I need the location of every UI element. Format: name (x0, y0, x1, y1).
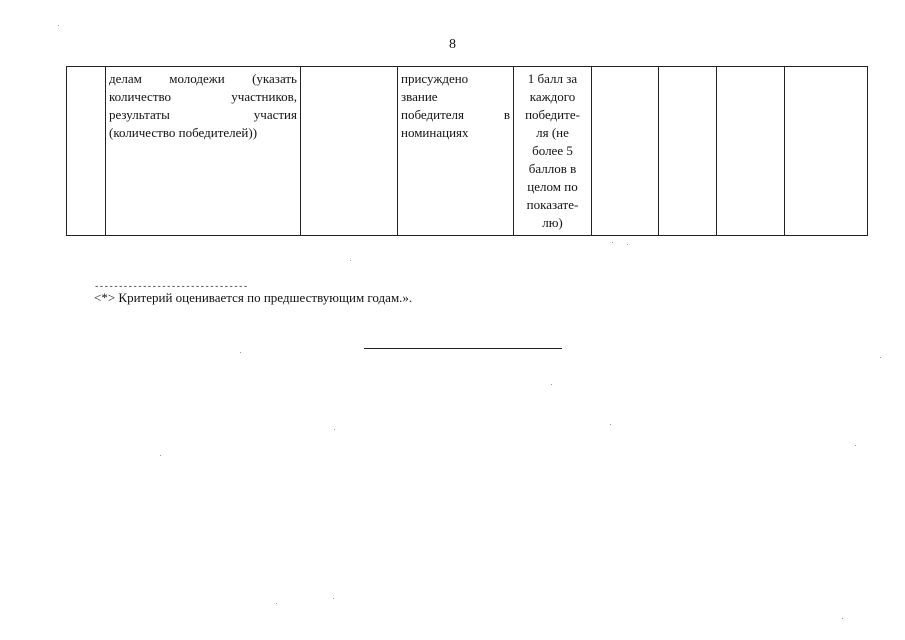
score-line: победите- (525, 107, 580, 122)
footnote-text: <*> Критерий оценивается по предшествующим годам.». (94, 290, 413, 305)
scan-speck (610, 424, 611, 425)
empty-cell (659, 67, 717, 236)
scan-speck (842, 618, 843, 619)
scan-speck (58, 25, 59, 26)
empty-cell (717, 67, 785, 236)
condition-line: звание (401, 89, 438, 104)
scan-speck (855, 445, 856, 446)
score-cell (514, 67, 592, 236)
score-line: каждого (529, 89, 576, 104)
page-number: 8 (449, 37, 456, 52)
number-cell (67, 67, 106, 236)
footnote-separator: -------------------------------- (94, 282, 248, 292)
condition-text (401, 70, 510, 142)
closing-line (364, 348, 562, 349)
scan-speck (334, 429, 335, 430)
criterion-line: (количество победителей)) (109, 125, 258, 140)
scan-speck (612, 242, 613, 243)
scan-speck (333, 598, 334, 599)
empty-cell (592, 67, 659, 236)
score-line: более 5 (532, 143, 573, 158)
scan-speck (350, 260, 351, 261)
condition-line: присуждено (401, 71, 469, 86)
condition-line: победителя в (401, 107, 510, 122)
scan-speck (627, 244, 628, 245)
score-line: целом по (527, 179, 578, 194)
criterion-cell (106, 67, 301, 236)
empty-cell (785, 67, 868, 236)
scan-speck (160, 455, 161, 456)
score-line: показате- (526, 197, 579, 212)
score-text (517, 70, 588, 232)
condition-cell (398, 67, 514, 236)
score-line: лю) (542, 215, 563, 230)
score-line: ля (не (536, 125, 569, 140)
criteria-table (66, 66, 868, 236)
score-line: баллов в (528, 161, 577, 176)
scan-speck (240, 352, 241, 353)
criterion-text (109, 70, 297, 142)
condition-line: номинациях (401, 125, 469, 140)
criterion-line: делам молодежи (указать (109, 71, 297, 86)
score-line: 1 балл за (527, 71, 578, 86)
criterion-line: результаты участия (109, 107, 297, 122)
table-row (67, 67, 868, 236)
criterion-line: количество участников, (109, 89, 297, 104)
scan-speck (276, 603, 277, 604)
scan-speck (880, 357, 881, 358)
scan-speck (551, 384, 552, 385)
empty-cell (301, 67, 398, 236)
